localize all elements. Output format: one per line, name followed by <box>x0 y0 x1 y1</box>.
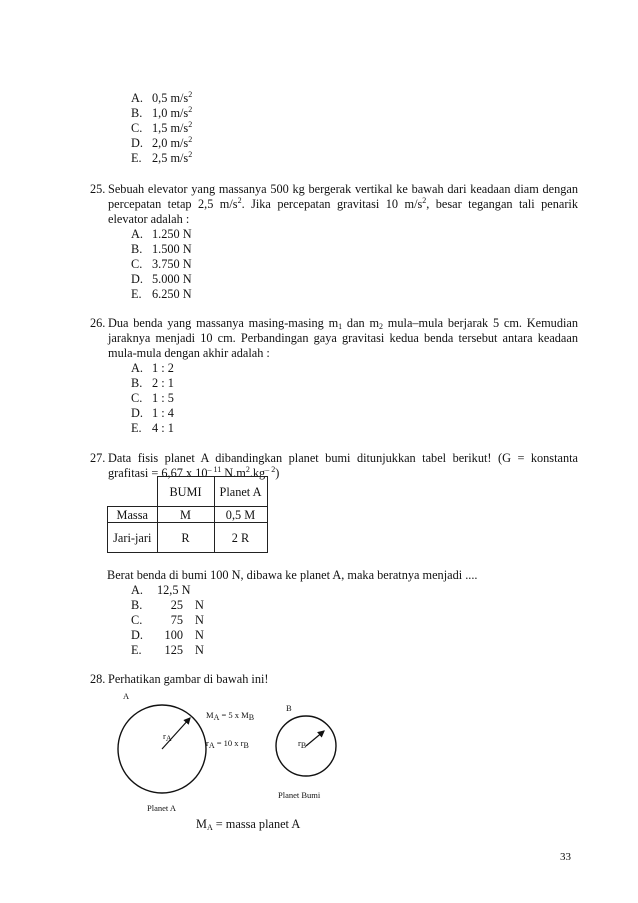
question-text: Data fisis planet A dibandingkan planet bumi ditunjukkan tabel berikut! (G = konstanta grafitasi = 6,67 x $10^{- 11}$ $N.m^2.kg^{- 2}$) <box>108 451 578 481</box>
question-text: Dua benda yang massanya masing-masing $m_1$ dan $m_2$ mula–mula berjarak 5 cm. Kemudian jaraknya menjadi 10 cm. Perbandingan gaya gravitasi kedua benda tersebut antara keadaan mula-mula dengan akhir adalah : <box>108 316 578 361</box>
q27-option-a: A. 12,5 N <box>131 583 191 597</box>
label-a: A <box>123 691 130 701</box>
table-cell: Jari-jari <box>108 523 158 553</box>
radius-b-label: $r_B$ <box>298 738 307 750</box>
caption-planet-a: Planet A <box>147 803 177 813</box>
q24-option-c: C. 1,5 $m/s^2$ <box>131 120 193 135</box>
table-cell: R <box>157 523 214 553</box>
q27-followup: Berat benda di bumi 100 N, dibawa ke planet A, maka beratnya menjadi .... <box>107 568 478 582</box>
q26-option-b: B. 2 : 1 <box>131 376 174 390</box>
q27-option-c: C. 75 N <box>131 613 204 627</box>
q26-option-d: D. 1 : 4 <box>131 406 174 420</box>
q27-option-e: E. 125 N <box>131 643 204 657</box>
q27-option-d: D. 100 N <box>131 628 204 642</box>
q26-option-e: E. 4 : 1 <box>131 421 174 435</box>
radius-a-label: $r_A$ <box>163 731 172 743</box>
page-number: 33 <box>560 851 571 863</box>
q26-option-a: A. 1 : 2 <box>131 361 174 375</box>
q24-option-e: E. 2,5 $m/s^2$ <box>131 150 193 165</box>
question-number: 27. <box>90 451 106 465</box>
table-cell: 0,5 M <box>214 507 267 523</box>
question-number: 25. <box>90 182 106 196</box>
table-header-bumi: BUMI <box>157 477 214 507</box>
radius-relation: $r_A = 10$ x $r_B$ <box>206 738 249 750</box>
table-cell: M <box>157 507 214 523</box>
table-cell: 2 R <box>214 523 267 553</box>
question-text: Sebuah elevator yang massanya 500 kg bergerak vertikal ke bawah dari keadaan diam dengan percepatan tetap 2,5 $m/s^2$. Jika percepatan gravitasi 10 $m/s^2$, besar tegangan tali penarik elevator adalah : <box>108 182 578 227</box>
q25-option-e: E. 6.250 N <box>131 287 192 301</box>
q25-option-a: A. 1.250 N <box>131 227 192 241</box>
radius-b-arrow <box>306 731 324 746</box>
q24-option-a: A. 0,5 $m/s^2$ <box>131 90 193 105</box>
q25-option-b: B. 1.500 N <box>131 242 192 256</box>
caption-planet-bumi: Planet Bumi <box>278 790 321 800</box>
mass-note: $M_A$ = massa planet A <box>196 817 301 832</box>
q24-option-d: D. 2,0 $m/s^2$ <box>131 135 193 150</box>
q27-option-b: B. 25 N <box>131 598 204 612</box>
q26-option-c: C. 1 : 5 <box>131 391 174 405</box>
question-number: 28. <box>90 672 106 686</box>
q24-option-b: B. 1,0 $m/s^2$ <box>131 105 193 120</box>
label-b: B <box>286 703 292 713</box>
table-header-planet-a: Planet A <box>214 477 267 507</box>
question-number: 26. <box>90 316 106 330</box>
question-text: Perhatikan gambar di bawah ini! <box>108 672 269 686</box>
mass-relation: $M_A = 5$ x $M_B$ <box>206 710 255 722</box>
table-cell: Massa <box>108 507 158 523</box>
q25-option-c: C. 3.750 N <box>131 257 192 271</box>
q25-option-d: D. 5.000 N <box>131 272 192 286</box>
